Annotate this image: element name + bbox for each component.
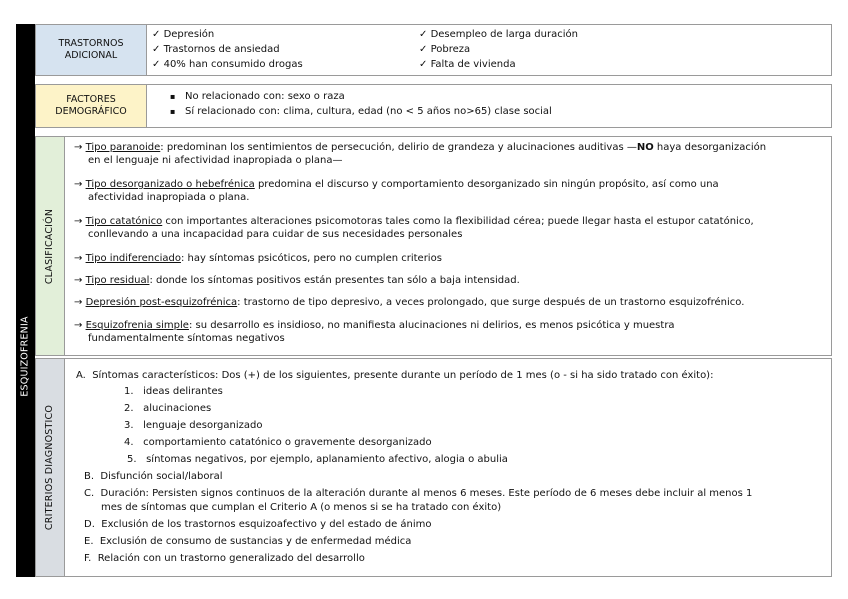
trastornos-label-line2: ADICIONAL (64, 50, 118, 61)
check-icon: ✓ (152, 44, 161, 55)
criterio-a-item-4: 4. comportamiento catatónico o gravemente desorganizado (124, 437, 432, 448)
factores-label-line2: DEMOGRÁFICO (55, 106, 127, 117)
criterio-b: B. Disfunción social/laboral (84, 471, 223, 482)
criterio-a-item-3: 3. lenguaje desorganizado (124, 420, 263, 431)
trastornos-left-item-2: ✓ Trastornos de ansiedad (152, 44, 280, 55)
check-icon: ✓ (419, 29, 428, 40)
criterio-e: E. Exclusión de consumo de sustancias y de enfermedad médica (84, 536, 412, 547)
trastornos-right-item-3: ✓ Falta de vivienda (419, 59, 516, 70)
clasificacion-item-1-line2: en el lenguaje ni afectividad inapropiada o plana— (88, 155, 343, 166)
clasificacion-item-3-line2: conllevando a una incapacidad para cuidar de sus necesidades personales (88, 229, 463, 240)
criterio-c: C. Duración: Persisten signos continuos de la alteración durante al menos 6 meses. Este período de 6 meses debe incluir al menos 1 (84, 488, 753, 499)
clasificacion-item-6: → Depresión post-esquizofrénica: trastorno de tipo depresivo, a veces prolongado, que surge después de un trastorno esquizofrénico. (74, 297, 745, 308)
factores-item-1: ▪ No relacionado con: sexo o raza (170, 91, 345, 102)
factores-item-2: ▪ Sí relacionado con: clima, cultura, edad (no < 5 años no>65) clase social (170, 106, 552, 117)
clasificacion-item-3: → Tipo catatónico con importantes alteraciones psicomotoras tales como la flexibilidad cérea; puede llegar hasta el estupor catatónico, (74, 216, 754, 227)
clasificacion-item-2: → Tipo desorganizado o hebefrénica predomina el discurso y comportamiento desorganizado sin ningún propósito, así como una (74, 179, 719, 190)
arrow-icon: → (74, 253, 83, 264)
arrow-icon: → (74, 216, 83, 227)
arrow-icon: → (74, 320, 83, 331)
criterios-label-cell (35, 358, 65, 577)
clasificacion-label: CLASIFICACIÓN (44, 208, 56, 284)
trastornos-left-item-1: ✓ Depresión (152, 29, 215, 40)
clasificacion-item-4: → Tipo indiferenciado: hay síntomas psicóticos, pero no cumplen criterios (74, 253, 442, 264)
clasificacion-item-1: → Tipo paranoide: predominan los sentimientos de persecución, delirio de grandeza y alucinaciones auditivas —NO haya desorganización (74, 142, 767, 153)
criterio-a-item-5: 5. síntomas negativos, por ejemplo, aplanamiento afectivo, alogia o abulia (127, 454, 508, 465)
trastornos-left-item-3: ✓ 40% han consumido drogas (152, 59, 303, 70)
factores-label-cell (35, 84, 147, 128)
bullet-icon: ▪ (170, 92, 176, 101)
check-icon: ✓ (152, 29, 161, 40)
criterio-f: F. Relación con un trastorno generalizado del desarrollo (84, 553, 365, 564)
check-icon: ✓ (419, 44, 428, 55)
arrow-icon: → (74, 179, 83, 190)
criterio-d: D. Exclusión de los trastornos esquizoafectivo y del estado de ánimo (84, 519, 432, 530)
check-icon: ✓ (152, 59, 161, 70)
criterio-a: A. Síntomas característicos: Dos (+) de los siguientes, presente durante un período de 1 mes (o - si ha sido tratado con éxito): (76, 370, 714, 381)
arrow-icon: → (74, 275, 83, 286)
criterio-c-line2: mes de síntomas que cumplan el Criterio A (o menos si se ha tratado con éxito) (101, 502, 502, 513)
arrow-icon: → (74, 142, 83, 153)
bullet-icon: ▪ (170, 107, 176, 116)
criterio-a-item-2: 2. alucinaciones (124, 403, 212, 414)
check-icon: ✓ (419, 59, 428, 70)
trastornos-label-cell (35, 24, 147, 76)
arrow-icon: → (74, 297, 83, 308)
clasificacion-item-7-line2: fundamentalmente síntomas negativos (88, 333, 285, 344)
factores-label-line1: FACTORES (66, 94, 116, 105)
trastornos-right-item-1: ✓ Desempleo de larga duración (419, 29, 578, 40)
trastornos-label-line1: TRASTORNOS (58, 38, 124, 49)
criterios-label: CRITERIOS DIAGNOSTICO (44, 404, 56, 531)
trastornos-right-item-2: ✓ Pobreza (419, 44, 471, 55)
clasificacion-item-5: → Tipo residual: donde los síntomas positivos están presentes tan sólo a baja intensidad. (74, 275, 520, 286)
clasificacion-label-cell (35, 136, 65, 356)
esquizofrenia-label-cell (16, 136, 35, 577)
esquizofrenia-label: ESQUIZOFRENIA (20, 316, 32, 397)
clasificacion-item-7: → Esquizofrenia simple: su desarrollo es insidioso, no manifiesta alucinaciones ni delirios, es menos psicótica y muestra (74, 320, 675, 331)
clasificacion-item-2-line2: afectividad inapropiada o plana. (88, 192, 250, 203)
criterio-a-item-1: 1. ideas delirantes (124, 386, 223, 397)
